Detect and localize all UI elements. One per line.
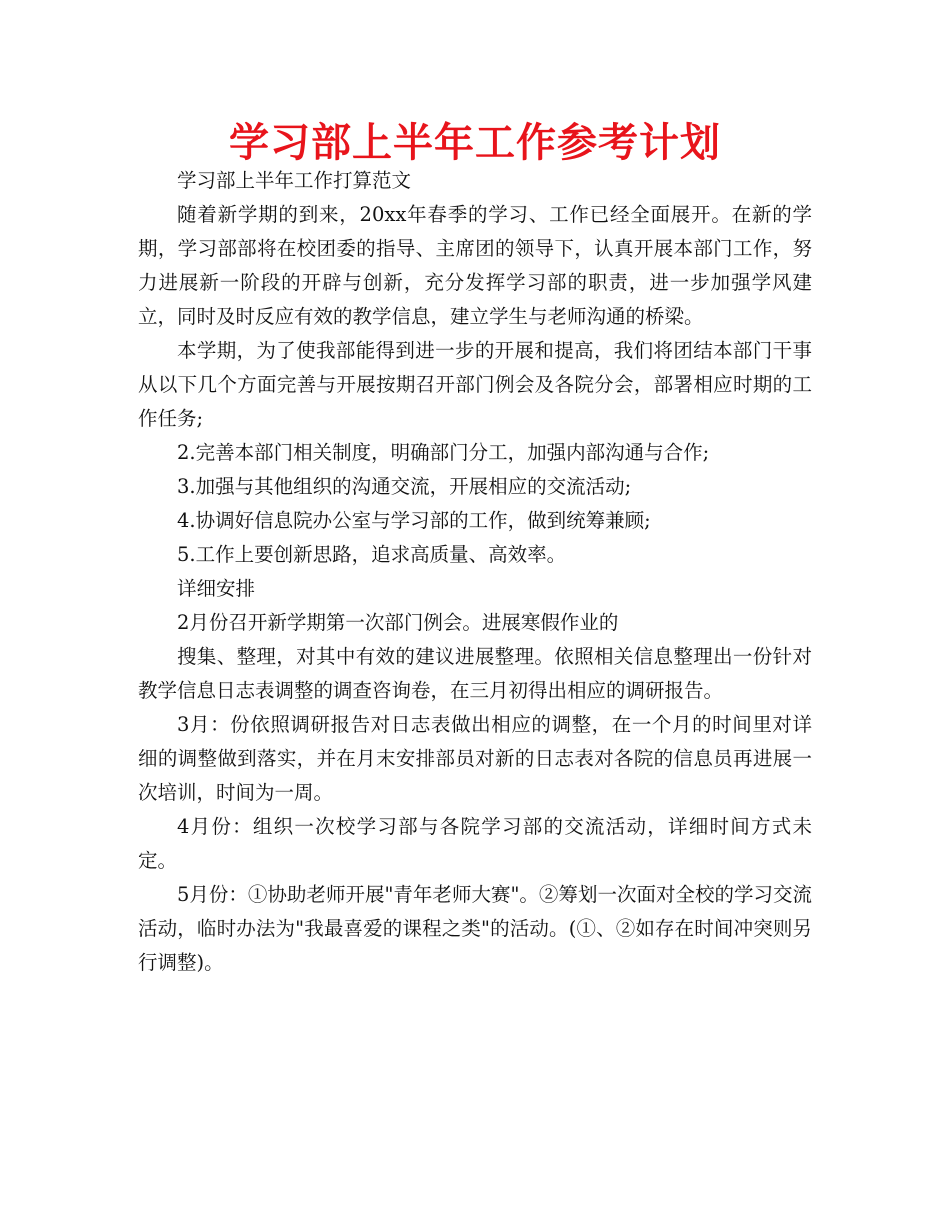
plan-item-5: 5.工作上要创新思路，追求高质量、高效率。 xyxy=(177,543,567,566)
document-title: 学习部上半年工作参考计划 xyxy=(229,120,721,166)
february-continued-paragraph: 搜集、整理，对其中有效的建议进展整理。依照相关信息整理出一份针对教学信息日志表调整的调查咨询卷，在三月初得出相应的调研报告。 xyxy=(138,645,812,702)
plan-item-3: 3.加强与其他组织的沟通交流，开展相应的交流活动; xyxy=(177,475,632,498)
schedule-heading: 详细安排 xyxy=(177,577,256,600)
plan-item-2: 2.完善本部门相关制度，明确部门分工，加强内部沟通与合作; xyxy=(177,441,710,464)
semester-plan-paragraph: 本学期，为了使我部能得到进一步的开展和提高，我们将团结本部门干事从以下几个方面完善与开展按期召开部门例会及各院分会，部署相应时期的工作任务; xyxy=(138,339,812,430)
march-paragraph: 3月：份依照调研报告对日志表做出相应的调整，在一个月的时间里对详细的调整做到落实，并在月末安排部员对新的日志表对各院的信息员再进展一次培训，时间为一周。 xyxy=(138,713,812,804)
plan-item-4: 4.协调好信息院办公室与学习部的工作，做到统筹兼顾; xyxy=(177,509,651,532)
february-paragraph: 2月份召开新学期第一次部门例会。进展寒假作业的 xyxy=(177,611,619,634)
subtitle-paragraph: 学习部上半年工作打算范文 xyxy=(177,169,412,192)
may-paragraph: 5月份：①协助老师开展"青年老师大赛"。②筹划一次面对全校的学习交流活动，临时办法为"我最喜爱的课程之类"的活动。(①、②如存在时间冲突则另行调整)。 xyxy=(138,883,812,974)
document-body xyxy=(138,162,812,980)
intro-paragraph: 随着新学期的到来，20xx年春季的学习、工作已经全面展开。在新的学期，学习部部将在校团委的指导、主席团的领导下，认真开展本部门工作，努力进展新一阶段的开辟与创新，充分发挥学习部的职责，进一步加强学风建立，同时及时反应有效的教学信息，建立学生与老师沟通的桥梁。 xyxy=(138,203,812,328)
april-paragraph: 4月份：组织一次校学习部与各院学习部的交流活动，详细时间方式未定。 xyxy=(138,815,812,872)
